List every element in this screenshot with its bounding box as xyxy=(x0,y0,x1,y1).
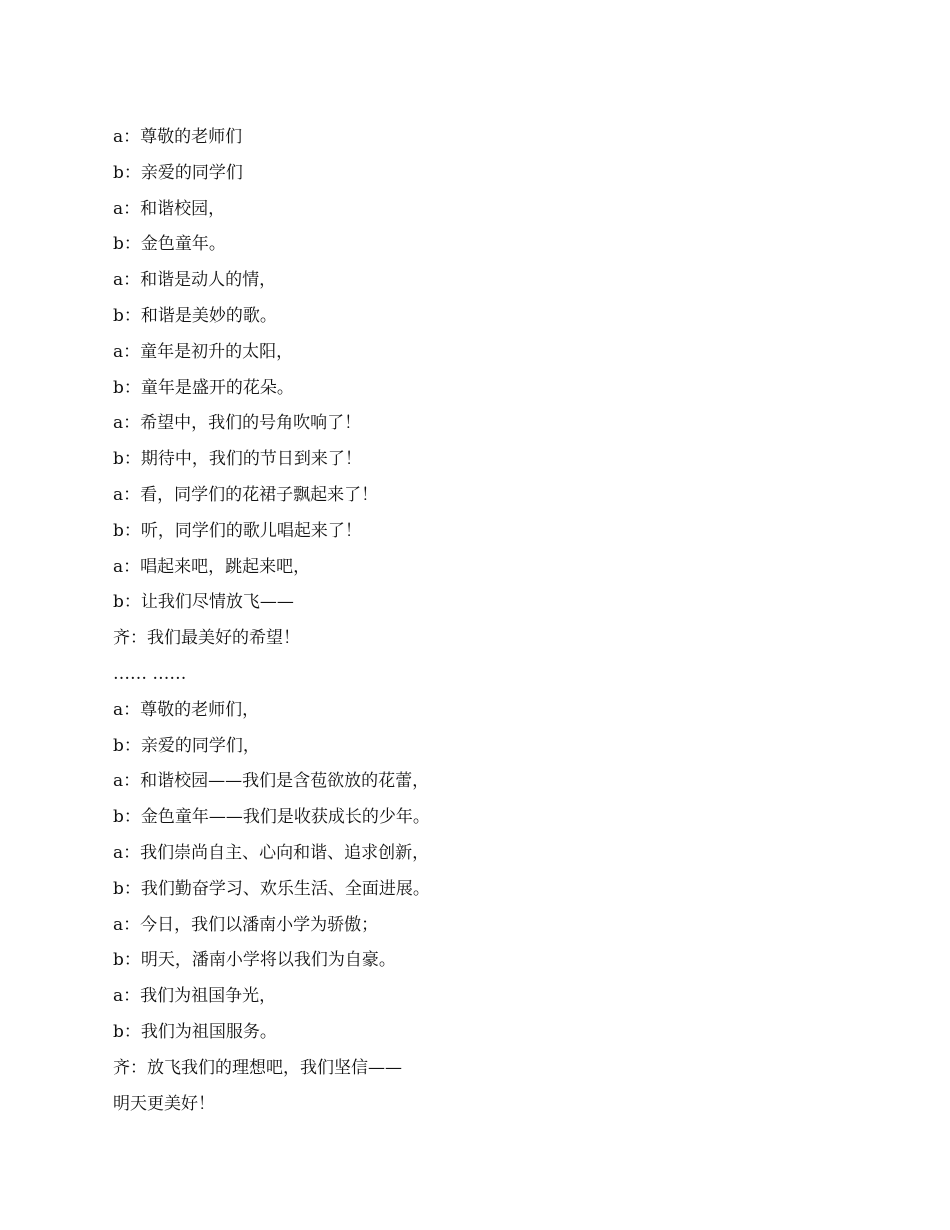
script-line: a：和谐是动人的情， xyxy=(113,270,277,291)
script-line: b：金色童年——我们是收获成长的少年。 xyxy=(113,807,430,828)
script-line: a：希望中，我们的号角吹响了！ xyxy=(113,413,362,434)
script-line: a：尊敬的老师们 xyxy=(113,127,243,147)
script-line: b：明天，潘南小学将以我们为自豪。 xyxy=(113,950,396,971)
script-line: b：亲爱的同学们， xyxy=(113,735,260,756)
script-line: a：我们崇尚自主、心向和谐、追求创新， xyxy=(113,842,430,863)
script-lines xyxy=(113,122,873,1124)
script-line: a：尊敬的老师们， xyxy=(113,699,260,720)
script-line: a：唱起来吧，跳起来吧， xyxy=(113,556,311,577)
script-line: b：我们勤奋学习、欢乐生活、全面进展。 xyxy=(113,878,430,899)
script-line: a：童年是初升的太阳， xyxy=(113,341,294,362)
script-line: a：我们为祖国争光， xyxy=(113,986,277,1007)
script-line: b：和谐是美妙的歌。 xyxy=(113,305,277,326)
ellipsis-line: …… …… xyxy=(113,663,187,684)
script-line: a：和谐校园——我们是含苞欲放的花蕾， xyxy=(113,771,430,792)
script-line: a：看，同学们的花裙子飘起来了！ xyxy=(113,484,379,505)
script-line: a：今日，我们以潘南小学为骄傲； xyxy=(113,914,379,935)
script-line: b：听，同学们的歌儿唱起来了！ xyxy=(113,520,362,541)
script-line: b：期待中，我们的节日到来了！ xyxy=(113,449,362,470)
script-line: b：让我们尽情放飞—— xyxy=(113,592,294,613)
script-line: b：童年是盛开的花朵。 xyxy=(113,377,294,398)
script-line: 明天更美好！ xyxy=(113,1093,215,1114)
script-line: b：我们为祖国服务。 xyxy=(113,1021,277,1042)
script-line: a：和谐校园， xyxy=(113,198,226,219)
script-line: b：金色童年。 xyxy=(113,234,226,255)
script-line: b：亲爱的同学们 xyxy=(113,162,243,183)
script-line: 齐：我们最美好的希望！ xyxy=(113,628,300,649)
script-line: 齐：放飞我们的理想吧，我们坚信—— xyxy=(113,1057,402,1078)
